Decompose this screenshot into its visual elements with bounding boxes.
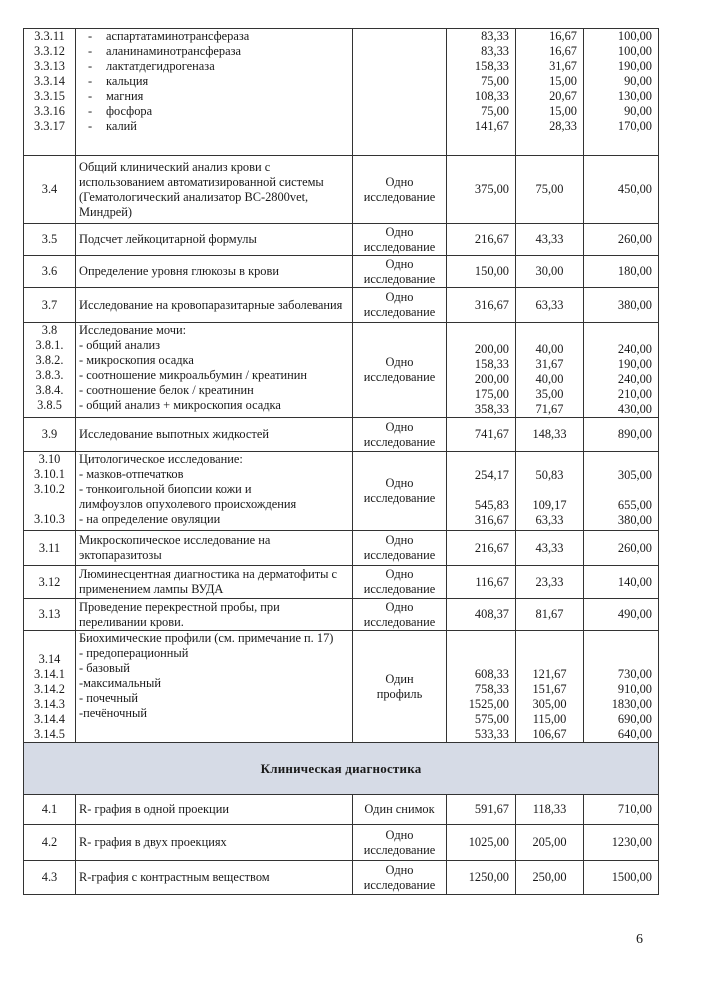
table-row xyxy=(24,418,659,452)
price-total: 240,00 190,00 240,00 210,00 430,00 xyxy=(584,323,659,418)
price-total: 140,00 xyxy=(584,566,659,599)
unit-cell: Одно исследование xyxy=(353,452,447,531)
row-number: 3.3.11 3.3.12 3.3.13 3.3.14 3.3.15 3.3.16 3.3.17 xyxy=(24,29,76,156)
unit-cell: Один профиль xyxy=(353,631,447,743)
service-name: - аспартатаминотрансфераза - аланинаминотрансфераза - лактатдегидрогеназа - кальция - магния - фосфора - калий xyxy=(76,29,353,156)
unit-cell: Одно исследование xyxy=(353,323,447,418)
price-total: 305,00 655,00 380,00 xyxy=(584,452,659,531)
row-number: 3.8 3.8.1. 3.8.2. 3.8.3. 3.8.4. 3.8.5 xyxy=(24,323,76,418)
service-name: Люминесцентная диагностика на дерматофиты с применением лампы ВУДА xyxy=(76,566,353,599)
table-row xyxy=(24,224,659,256)
price-base: 1025,00 xyxy=(447,825,516,861)
price-base: 254,17 545,83 316,67 xyxy=(447,452,516,531)
row-number: 3.6 xyxy=(24,256,76,288)
row-number: 3.7 xyxy=(24,288,76,323)
row-number: 3.13 xyxy=(24,599,76,631)
price-tax: 118,33 xyxy=(516,795,584,825)
service-name: Биохимические профили (см. примечание п. 17) - предоперационный - базовый -максимальный - почечный -печёночный xyxy=(76,631,353,743)
price-base: 591,67 xyxy=(447,795,516,825)
table-row xyxy=(24,861,659,895)
price-tax: 148,33 xyxy=(516,418,584,452)
unit-cell: Одно исследование xyxy=(353,599,447,631)
row-number: 3.10 3.10.1 3.10.2 3.10.3 xyxy=(24,452,76,531)
table-row xyxy=(24,256,659,288)
price-total: 710,00 xyxy=(584,795,659,825)
service-name: Исследование выпотных жидкостей xyxy=(76,418,353,452)
price-tax: 75,00 xyxy=(516,156,584,224)
service-name: Цитологическое исследование: - мазков-отпечатков - тонкоигольной биопсии кожи и лимфоузлов опухолевого происхождения - на определение овуляции xyxy=(76,452,353,531)
unit-cell: Одно исследование xyxy=(353,418,447,452)
section-title: Клиническая диагностика xyxy=(24,743,659,795)
unit-cell: Одно исследование xyxy=(353,156,447,224)
price-base: 608,33 758,33 1525,00 575,00 533,33 xyxy=(447,631,516,743)
row-number: 3.14 3.14.1 3.14.2 3.14.3 3.14.4 3.14.5 xyxy=(24,631,76,743)
unit-cell: Один снимок xyxy=(353,795,447,825)
price-tax: 43,33 xyxy=(516,224,584,256)
price-base: 150,00 xyxy=(447,256,516,288)
table-row xyxy=(24,566,659,599)
price-tax: 50,83 109,17 63,33 xyxy=(516,452,584,531)
price-tax: 205,00 xyxy=(516,825,584,861)
table-row xyxy=(24,29,659,156)
price-total: 260,00 xyxy=(584,224,659,256)
service-name: Определение уровня глюкозы в крови xyxy=(76,256,353,288)
price-tax: 40,00 31,67 40,00 35,00 71,67 xyxy=(516,323,584,418)
section-header xyxy=(24,743,659,795)
table-row xyxy=(24,156,659,224)
price-base: 375,00 xyxy=(447,156,516,224)
price-base: 200,00 158,33 200,00 175,00 358,33 xyxy=(447,323,516,418)
price-tax: 121,67 151,67 305,00 115,00 106,67 xyxy=(516,631,584,743)
price-table xyxy=(23,28,659,895)
price-total: 490,00 xyxy=(584,599,659,631)
price-base: 1250,00 xyxy=(447,861,516,895)
price-total: 380,00 xyxy=(584,288,659,323)
unit-cell: Одно исследование xyxy=(353,256,447,288)
price-base: 216,67 xyxy=(447,531,516,566)
row-number: 4.1 xyxy=(24,795,76,825)
price-tax: 30,00 xyxy=(516,256,584,288)
row-number: 4.2 xyxy=(24,825,76,861)
price-base: 741,67 xyxy=(447,418,516,452)
row-number: 3.11 xyxy=(24,531,76,566)
service-name: Подсчет лейкоцитарной формулы xyxy=(76,224,353,256)
price-total: 450,00 xyxy=(584,156,659,224)
price-tax: 63,33 xyxy=(516,288,584,323)
service-name: R-графия с контрастным веществом xyxy=(76,861,353,895)
service-name: Общий клинический анализ крови с использованием автоматизированной системы (Гематологический анализатор ВС-2800vet, Миндрей) xyxy=(76,156,353,224)
table-row xyxy=(24,531,659,566)
row-number: 3.5 xyxy=(24,224,76,256)
table-row xyxy=(24,288,659,323)
row-number: 3.12 xyxy=(24,566,76,599)
unit-cell: Одно исследование xyxy=(353,224,447,256)
price-base: 216,67 xyxy=(447,224,516,256)
unit-cell: Одно исследование xyxy=(353,531,447,566)
price-tax: 16,67 16,67 31,67 15,00 20,67 15,00 28,33 xyxy=(516,29,584,156)
table-row xyxy=(24,452,659,531)
price-tax: 23,33 xyxy=(516,566,584,599)
unit-cell xyxy=(353,29,447,156)
service-name: Исследование мочи: - общий анализ - микроскопия осадка - соотношение микроальбумин / креатинин - соотношение белок / креатинин - общий анализ + микроскопия осадка xyxy=(76,323,353,418)
table-row xyxy=(24,323,659,418)
price-base: 116,67 xyxy=(447,566,516,599)
price-base: 83,33 83,33 158,33 75,00 108,33 75,00 141,67 xyxy=(447,29,516,156)
price-total: 180,00 xyxy=(584,256,659,288)
price-total: 890,00 xyxy=(584,418,659,452)
page-number: 6 xyxy=(636,932,643,947)
price-total: 100,00 100,00 190,00 90,00 130,00 90,00 170,00 xyxy=(584,29,659,156)
service-name: R- графия в двух проекциях xyxy=(76,825,353,861)
unit-cell: Одно исследование xyxy=(353,825,447,861)
row-number: 4.3 xyxy=(24,861,76,895)
price-total: 1230,00 xyxy=(584,825,659,861)
price-total: 730,00 910,00 1830,00 690,00 640,00 xyxy=(584,631,659,743)
price-base: 408,37 xyxy=(447,599,516,631)
unit-cell: Одно исследование xyxy=(353,861,447,895)
price-total: 260,00 xyxy=(584,531,659,566)
table-row xyxy=(24,825,659,861)
table-row xyxy=(24,795,659,825)
price-tax: 250,00 xyxy=(516,861,584,895)
service-name: R- графия в одной проекции xyxy=(76,795,353,825)
table-row xyxy=(24,631,659,743)
price-base: 316,67 xyxy=(447,288,516,323)
price-tax: 81,67 xyxy=(516,599,584,631)
table-row xyxy=(24,599,659,631)
row-number: 3.4 xyxy=(24,156,76,224)
unit-cell: Одно исследование xyxy=(353,288,447,323)
row-number: 3.9 xyxy=(24,418,76,452)
price-total: 1500,00 xyxy=(584,861,659,895)
price-tax: 43,33 xyxy=(516,531,584,566)
service-name: Микроскопическое исследование на эктопаразитозы xyxy=(76,531,353,566)
service-name: Проведение перекрестной пробы, при переливании крови. xyxy=(76,599,353,631)
unit-cell: Одно исследование xyxy=(353,566,447,599)
service-name: Исследование на кровопаразитарные заболевания xyxy=(76,288,353,323)
